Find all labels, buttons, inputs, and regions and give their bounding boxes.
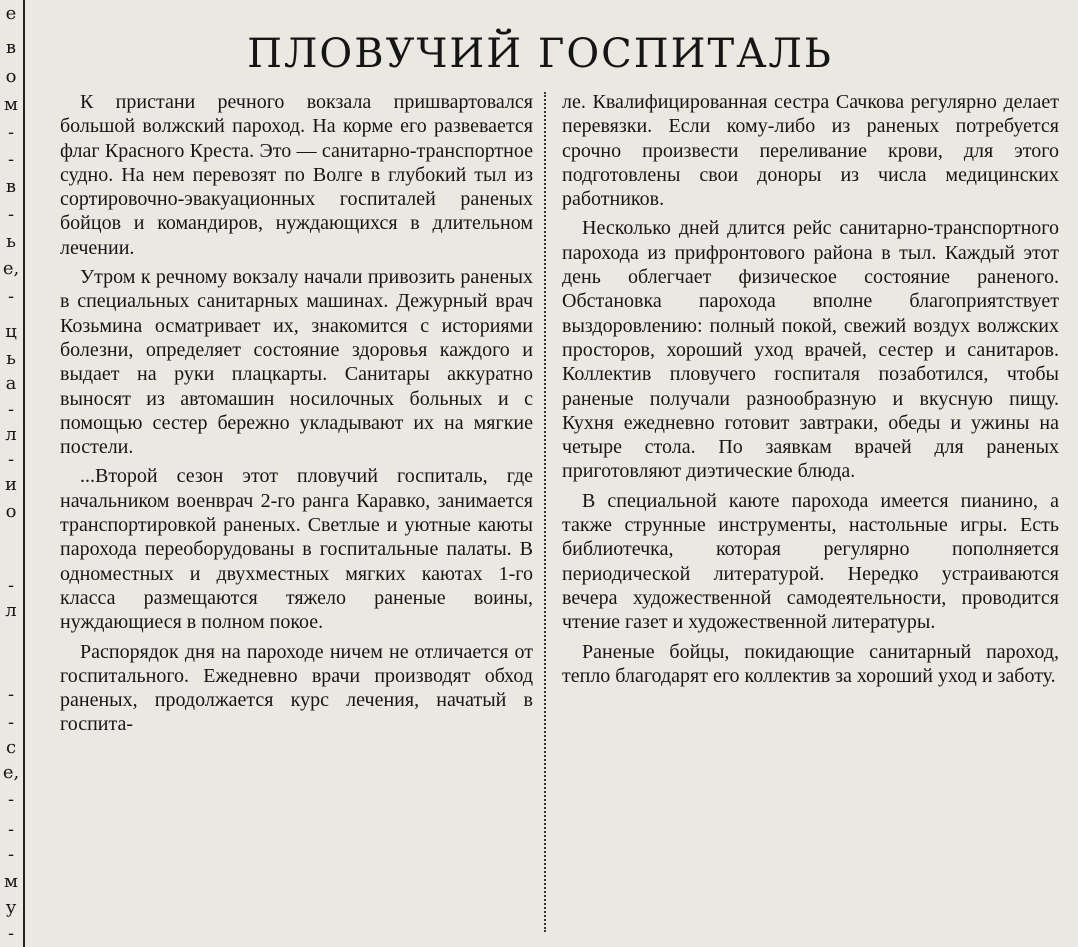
- article-paragraph: В специальной каюте парохода имеется пианино, а также струнные инструменты, настольные игры. Есть библиотечка, которая регулярно пополняется периодической литературой. Нередко устраиваются вечера художественной самодеятельности, проводится чтение газет и художественной литературы.: [562, 489, 1059, 634]
- article-paragraph: Утром к речному вокзалу начали привозить раненых в специальных санитарных машинах. Дежурный врач Козьмина осматривает их, знакомится с историями болезни, определяет состояние здоровья каждого и выдает на руки плацкарты. Санитары аккуратно выносят из автомашин носилочных больных и с помощью сестер бережно укладывают их на мягкие постели.: [60, 266, 533, 459]
- article-paragraph: ле. Квалифицированная сестра Сачкова регулярно делает перевязки. Если кому-либо из раненых потребуется срочно произвести переливание крови, для этого подготовлены свои доноры из числа медицинских работников.: [562, 91, 1059, 211]
- margin-fragment: е,: [2, 762, 20, 783]
- article-title: ПЛОВУЧИЙ ГОСПИТАЛЬ: [247, 31, 833, 77]
- margin-fragment: о: [5, 501, 17, 522]
- margin-fragment: -: [7, 449, 15, 470]
- margin-fragment: с: [5, 737, 17, 758]
- margin-fragment: ц: [5, 321, 17, 342]
- margin-fragment: -: [7, 712, 15, 733]
- margin-fragment: -: [7, 789, 15, 810]
- margin-fragment: е,: [2, 258, 20, 279]
- margin-fragment: в: [5, 176, 17, 197]
- margin-fragment: -: [7, 204, 15, 225]
- margin-fragment: -: [7, 923, 15, 944]
- margin-fragment: у: [5, 897, 17, 918]
- margin-fragment: м: [3, 94, 18, 115]
- margin-fragment: -: [7, 122, 15, 143]
- margin-fragment: -: [7, 399, 15, 420]
- margin-fragment: -: [7, 819, 15, 840]
- article-column-right: [562, 90, 1059, 693]
- margin-fragment: и: [5, 474, 17, 495]
- margin-fragment: е: [5, 3, 17, 24]
- margin-fragment: -: [7, 575, 15, 596]
- margin-fragment: -: [7, 286, 15, 307]
- margin-fragment: -: [7, 844, 15, 865]
- margin-fragment: ь: [6, 231, 16, 252]
- margin-fragment: л: [5, 424, 17, 445]
- article-paragraph: ...Второй сезон этот пловучий госпиталь, где начальником военврач 2-го ранга Каравко, занимается транспортировкой раненых. Светлые и уютные каюты парохода переоборудованы в госпитальные палаты. В одноместных и двухместных мягких каютах 1-го класса размещаются тяжело раненые воины, нуждающиеся в полном покое.: [60, 465, 533, 634]
- article-column-left: [60, 90, 533, 742]
- left-margin-fragments: [0, 0, 22, 947]
- margin-fragment: в: [5, 37, 17, 58]
- article-paragraph: Раненые бойцы, покидающие санитарный пароход, тепло благодарят его коллектив за хороший уход и заботу.: [562, 640, 1059, 687]
- margin-fragment: -: [7, 684, 15, 705]
- margin-fragment: -: [7, 149, 15, 170]
- column-rule-middle: [544, 92, 546, 932]
- margin-fragment: ь: [6, 348, 16, 369]
- column-rule-left: [23, 0, 25, 947]
- margin-fragment: м: [3, 871, 18, 892]
- article-paragraph: Распорядок дня на пароходе ничем не отличается от госпитального. Ежедневно врачи производят обход раненых, продолжается курс лечения, начатый в госпита-: [60, 640, 533, 736]
- article-paragraph: Несколько дней длится рейс санитарно-транспортного парохода из прифронтового района в тыл. Каждый этот день облегчает физическое состояние раненого. Обстановка парохода вполне благоприятствует выздоровлению: полный покой, свежий воздух волжских просторов, хороший уход врачей, сестер и санитаров. Коллектив пловучего госпиталя позаботился, чтобы раненые получали разнообразную и вкусную пищу. Кухня ежедневно готовит завтраки, обеды и ужины на четыре стола. По заявкам врачей для раненых приготовляют диэтические блюда.: [562, 217, 1059, 483]
- margin-fragment: а: [5, 373, 17, 394]
- article-paragraph: К пристани речного вокзала пришвартовался большой волжский пароход. На корме его развевается флаг Красного Креста. Это — санитарно-транспортное судно. На нем перевозят по Волге в глубокий тыл из сортировочно-эвакуационных госпиталей раненых бойцов и командиров, нуждающихся в длительном лечении.: [60, 91, 533, 259]
- margin-fragment: о: [5, 66, 17, 87]
- margin-fragment: л: [5, 600, 17, 621]
